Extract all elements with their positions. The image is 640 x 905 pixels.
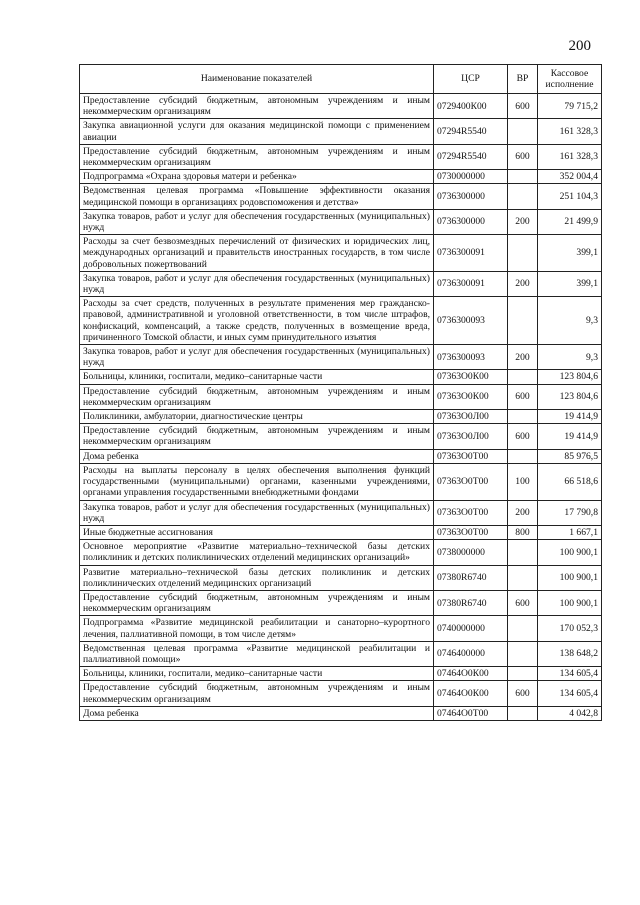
row-name-cell: Подпрограмма «Охрана здоровья матери и ребенка» <box>80 170 434 184</box>
row-vr-cell <box>508 119 538 144</box>
table-row <box>80 345 602 370</box>
budget-execution-table <box>79 64 602 721</box>
row-csr-cell: 0730000000 <box>434 170 508 184</box>
row-amount-cell: 21 499,9 <box>538 209 602 234</box>
row-csr-cell: 07363О0Л00 <box>434 410 508 424</box>
row-amount-cell: 399,1 <box>538 271 602 296</box>
row-name-cell: Предоставление субсидий бюджетным, автономным учреждениям и иным некоммерческим организациям <box>80 384 434 409</box>
row-amount-cell: 123 804,6 <box>538 384 602 409</box>
row-amount-cell: 170 052,3 <box>538 616 602 641</box>
row-vr-cell: 600 <box>508 590 538 615</box>
row-amount-cell: 17 790,8 <box>538 500 602 525</box>
row-vr-cell: 100 <box>508 463 538 500</box>
row-vr-cell: 600 <box>508 144 538 169</box>
row-csr-cell: 0736300091 <box>434 271 508 296</box>
row-csr-cell: 07464О0К00 <box>434 681 508 706</box>
table-row <box>80 184 602 209</box>
row-amount-cell: 1 667,1 <box>538 525 602 539</box>
row-name-cell: Ведомственная целевая программа «Развитие медицинской реабилитации и паллиативной помощи» <box>80 641 434 666</box>
table-row <box>80 463 602 500</box>
header-vr: ВР <box>508 65 538 94</box>
row-amount-cell: 399,1 <box>538 235 602 272</box>
row-csr-cell: 0736300093 <box>434 345 508 370</box>
row-name-cell: Дома ребенка <box>80 706 434 720</box>
table-row <box>80 616 602 641</box>
row-name-cell: Закупка авиационной услуги для оказания медицинской помощи с применением авиации <box>80 119 434 144</box>
table-row <box>80 170 602 184</box>
row-amount-cell: 66 518,6 <box>538 463 602 500</box>
row-name-cell: Предоставление субсидий бюджетным, автономным учреждениям и иным некоммерческим организациям <box>80 94 434 119</box>
table-row <box>80 144 602 169</box>
row-vr-cell <box>508 184 538 209</box>
table-row <box>80 119 602 144</box>
table-row <box>80 449 602 463</box>
row-name-cell: Закупка товаров, работ и услуг для обеспечения государственных (муниципальных) нужд <box>80 500 434 525</box>
row-vr-cell <box>508 370 538 384</box>
row-name-cell: Предоставление субсидий бюджетным, автономным учреждениям и иным некоммерческим организациям <box>80 681 434 706</box>
header-csr: ЦСР <box>434 65 508 94</box>
header-amount: Кассовое исполнение <box>538 65 602 94</box>
row-csr-cell: 07363О0Т00 <box>434 500 508 525</box>
row-vr-cell: 200 <box>508 209 538 234</box>
row-name-cell: Ведомственная целевая программа «Повышение эффективности оказания медицинской помощи в организациях родовспоможения и детства» <box>80 184 434 209</box>
row-csr-cell: 0729400К00 <box>434 94 508 119</box>
row-vr-cell <box>508 449 538 463</box>
row-amount-cell: 123 804,6 <box>538 370 602 384</box>
row-amount-cell: 100 900,1 <box>538 540 602 565</box>
row-vr-cell: 600 <box>508 681 538 706</box>
row-vr-cell: 600 <box>508 424 538 449</box>
row-csr-cell: 07294R5540 <box>434 119 508 144</box>
table-row <box>80 424 602 449</box>
row-amount-cell: 100 900,1 <box>538 565 602 590</box>
row-csr-cell: 07380R6740 <box>434 565 508 590</box>
row-name-cell: Больницы, клиники, госпитали, медико–санитарные части <box>80 667 434 681</box>
row-amount-cell: 4 042,8 <box>538 706 602 720</box>
row-amount-cell: 138 648,2 <box>538 641 602 666</box>
table-row <box>80 370 602 384</box>
table-row <box>80 410 602 424</box>
row-csr-cell: 07380R6740 <box>434 590 508 615</box>
row-csr-cell: 07464О0К00 <box>434 667 508 681</box>
table-row <box>80 235 602 272</box>
row-vr-cell: 200 <box>508 500 538 525</box>
table-row <box>80 209 602 234</box>
row-vr-cell: 200 <box>508 271 538 296</box>
row-name-cell: Поликлиники, амбулатории, диагностические центры <box>80 410 434 424</box>
page-number: 200 <box>568 38 591 54</box>
table-row <box>80 297 602 345</box>
row-amount-cell: 251 104,3 <box>538 184 602 209</box>
row-name-cell: Предоставление субсидий бюджетным, автономным учреждениям и иным некоммерческим организациям <box>80 424 434 449</box>
header-name: Наименование показателей <box>80 65 434 94</box>
row-vr-cell: 600 <box>508 384 538 409</box>
row-amount-cell: 19 414,9 <box>538 410 602 424</box>
row-name-cell: Больницы, клиники, госпитали, медико–санитарные части <box>80 370 434 384</box>
row-vr-cell <box>508 667 538 681</box>
row-csr-cell: 07363О0Т00 <box>434 463 508 500</box>
row-amount-cell: 85 976,5 <box>538 449 602 463</box>
row-csr-cell: 0746400000 <box>434 641 508 666</box>
table-row <box>80 384 602 409</box>
row-name-cell: Предоставление субсидий бюджетным, автономным учреждениям и иным некоммерческим организациям <box>80 590 434 615</box>
row-csr-cell: 07294R5540 <box>434 144 508 169</box>
row-csr-cell: 07363О0К00 <box>434 384 508 409</box>
row-vr-cell <box>508 170 538 184</box>
row-vr-cell <box>508 540 538 565</box>
table-row <box>80 681 602 706</box>
row-csr-cell: 07464О0Т00 <box>434 706 508 720</box>
table-row <box>80 706 602 720</box>
row-vr-cell <box>508 641 538 666</box>
row-csr-cell: 07363О0Т00 <box>434 449 508 463</box>
row-amount-cell: 100 900,1 <box>538 590 602 615</box>
row-vr-cell <box>508 565 538 590</box>
row-vr-cell <box>508 410 538 424</box>
row-csr-cell: 0738000000 <box>434 540 508 565</box>
row-name-cell: Развитие материально–технической базы детских поликлиник и детских поликлинических отделений медицинских организаций <box>80 565 434 590</box>
row-name-cell: Закупка товаров, работ и услуг для обеспечения государственных (муниципальных) нужд <box>80 209 434 234</box>
table-row <box>80 565 602 590</box>
row-csr-cell: 07363О0К00 <box>434 370 508 384</box>
row-name-cell: Расходы за счет средств, полученных в результате применения мер гражданско-правовой, административной и уголовной ответственности, в том числе штрафов, конфискаций, компенсаций, а также средств, полученных в возмещение вреда, причиненного Томской области, и иных сумм принудительного изъятия <box>80 297 434 345</box>
row-vr-cell: 800 <box>508 525 538 539</box>
row-amount-cell: 161 328,3 <box>538 119 602 144</box>
row-csr-cell: 07363О0Т00 <box>434 525 508 539</box>
row-amount-cell: 352 004,4 <box>538 170 602 184</box>
row-name-cell: Иные бюджетные ассигнования <box>80 525 434 539</box>
table-body <box>80 94 602 721</box>
row-amount-cell: 134 605,4 <box>538 667 602 681</box>
row-amount-cell: 79 715,2 <box>538 94 602 119</box>
row-name-cell: Закупка товаров, работ и услуг для обеспечения государственных (муниципальных) нужд <box>80 345 434 370</box>
row-csr-cell: 0736300000 <box>434 184 508 209</box>
row-amount-cell: 134 605,4 <box>538 681 602 706</box>
row-amount-cell: 9,3 <box>538 345 602 370</box>
table-row <box>80 94 602 119</box>
table-row <box>80 271 602 296</box>
row-vr-cell: 600 <box>508 94 538 119</box>
row-name-cell: Расходы на выплаты персоналу в целях обеспечения выполнения функций государственными (муниципальными) органами, казенными учреждениями, органами управления государственными внебюджетными фондами <box>80 463 434 500</box>
row-vr-cell <box>508 297 538 345</box>
table-row <box>80 667 602 681</box>
table-header-row <box>80 65 602 94</box>
row-name-cell: Основное мероприятие «Развитие материально–технической базы детских поликлиник и детских поликлинических отделений медицинских организаций» <box>80 540 434 565</box>
table-row <box>80 590 602 615</box>
row-name-cell: Расходы за счет безвозмездных перечислений от физических и юридических лиц, международных организаций и правительств иностранных государств, в том числе добровольных пожертвований <box>80 235 434 272</box>
row-amount-cell: 161 328,3 <box>538 144 602 169</box>
row-name-cell: Предоставление субсидий бюджетным, автономным учреждениям и иным некоммерческим организациям <box>80 144 434 169</box>
row-name-cell: Дома ребенка <box>80 449 434 463</box>
row-csr-cell: 07363О0Л00 <box>434 424 508 449</box>
table-row <box>80 641 602 666</box>
row-amount-cell: 19 414,9 <box>538 424 602 449</box>
row-csr-cell: 0736300000 <box>434 209 508 234</box>
row-csr-cell: 0736300093 <box>434 297 508 345</box>
table-row <box>80 525 602 539</box>
table-row <box>80 500 602 525</box>
table-row <box>80 540 602 565</box>
row-vr-cell <box>508 235 538 272</box>
row-amount-cell: 9,3 <box>538 297 602 345</box>
row-csr-cell: 0740000000 <box>434 616 508 641</box>
row-vr-cell: 200 <box>508 345 538 370</box>
row-vr-cell <box>508 706 538 720</box>
row-csr-cell: 0736300091 <box>434 235 508 272</box>
row-vr-cell <box>508 616 538 641</box>
row-name-cell: Подпрограмма «Развитие медицинской реабилитации и санаторно–курортного лечения, паллиативной помощи, в том числе детям» <box>80 616 434 641</box>
row-name-cell: Закупка товаров, работ и услуг для обеспечения государственных (муниципальных) нужд <box>80 271 434 296</box>
